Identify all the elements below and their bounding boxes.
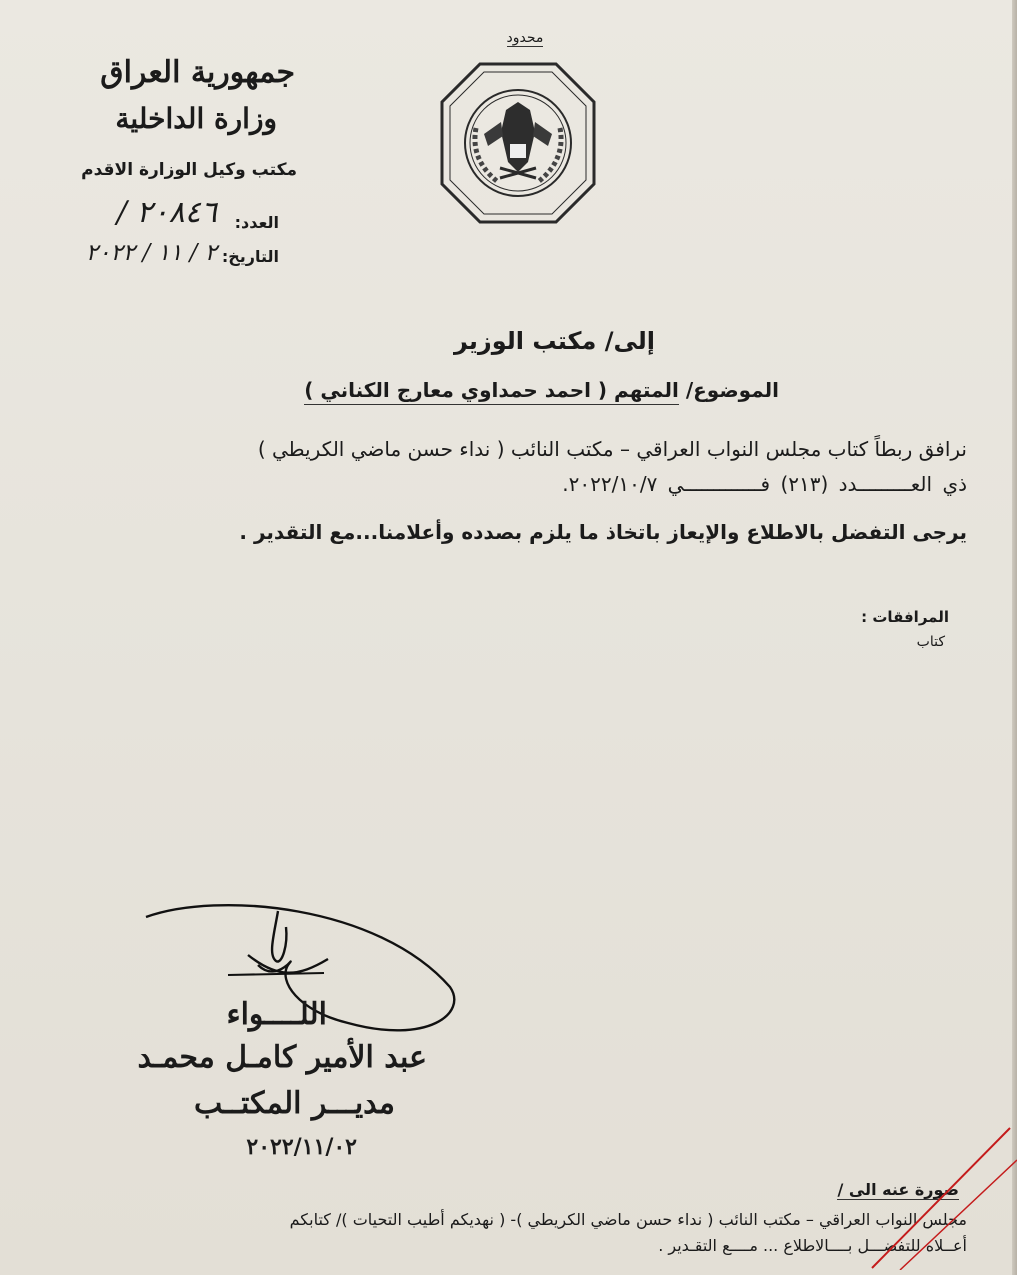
subject-line (304, 378, 779, 402)
attachment-item: كتاب (916, 634, 945, 650)
signatory-title: مديـــر المكتــب (193, 1086, 395, 1121)
classification-mark: محدود (506, 30, 544, 46)
reference-number-label: العدد: (234, 213, 279, 232)
header-ministry-name: وزارة الداخلية (115, 102, 277, 135)
copy-to-line-1: مجلس النواب العراقي – مكتب النائب ( نداء حسن ماضي الكريطي )- ( نهديكم أطيب التحيات )/ كتابكم (289, 1210, 967, 1229)
header-republic-name: جمهورية العراق (100, 55, 295, 90)
copy-to-label: صورة عنه الى / (837, 1180, 959, 1199)
copy-to-line-2: أعــلاه للتفضـــل بــــالاطلاع ... مــــع التقـدير . (658, 1236, 967, 1255)
attachments-label: المرافقات : (861, 608, 949, 626)
signatory-rank: اللــــواء (226, 997, 327, 1032)
body-line-3: يرجى التفضل بالاطلاع والإيعاز باتخاذ ما يلزم بصدده وأعلامنا...مع التقدير . (239, 520, 967, 544)
subject-text: المتهم ( احمد حمداوي معارج الكناني ) (304, 378, 679, 405)
signatory-name: عبد الأمير كامـل محمـد (137, 1040, 427, 1075)
header-office-name: مكتب وكيل الوزارة الاقدم (81, 160, 297, 180)
signature-date: ٢٠٢٢/١١/٠٢ (246, 1134, 357, 1160)
reference-number-value: / ٢٠٨٤٦ (116, 195, 217, 230)
document-date-label: التاريخ: (221, 247, 279, 266)
body-line-2: ذي العـــــــــدد (٢١٣) فـــــــــــــي ٢٠٢٢/١٠/٧. (562, 472, 967, 496)
body-line-1: نرافق ربطاً كتاب مجلس النواب العراقي – مكتب النائب ( نداء حسن ماضي الكريطي ) (257, 437, 967, 461)
ministry-seal-icon (440, 62, 596, 224)
page-edge-shadow (1012, 0, 1017, 1275)
document-date-value: ٢ / ١١ / ٢٠٢٢ (85, 240, 217, 266)
recipient-line: إلى/ مكتب الوزير (453, 327, 655, 355)
red-pen-mark (870, 1120, 1017, 1270)
subject-label: الموضوع/ (685, 378, 779, 402)
